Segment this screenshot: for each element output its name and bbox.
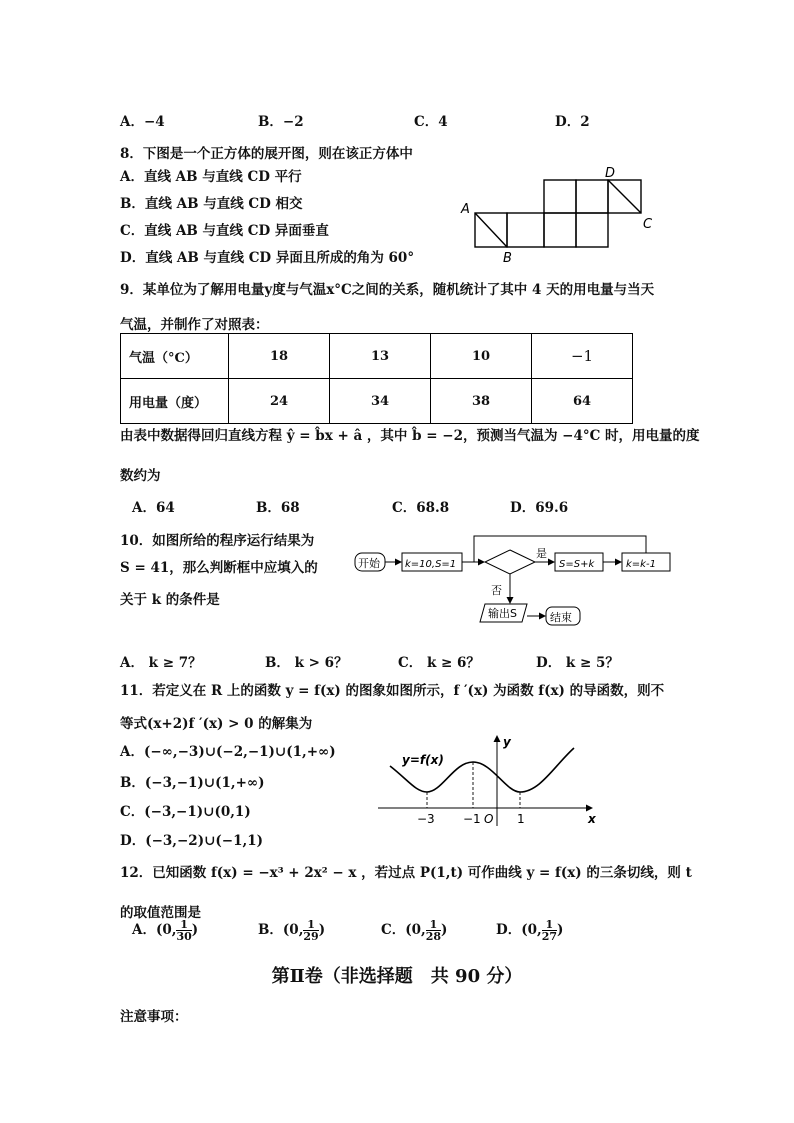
q9-option-b: B．68 xyxy=(256,500,300,516)
cube-net-diagram xyxy=(455,165,660,265)
start-label: 开始 xyxy=(358,557,380,570)
q10-option-b: B． k > 6？ xyxy=(265,655,348,671)
q10-option-a: A． k ≥ 7？ xyxy=(120,655,202,671)
table-cell: 24 xyxy=(229,379,330,424)
q11-option-b: B．(−3,−1)∪(1,+∞) xyxy=(120,775,265,791)
table-cell: 38 xyxy=(431,379,532,424)
table-cell: 10 xyxy=(431,334,532,379)
segment-ab xyxy=(475,213,507,247)
tick-label: −3 xyxy=(417,812,435,826)
table-cell: 13 xyxy=(330,334,431,379)
decision-node xyxy=(485,550,535,574)
q9-option-a: A．64 xyxy=(132,500,175,516)
q11-line2: 等式(x+2)f ′(x) > 0 的解集为 xyxy=(120,716,313,732)
q11-option-d: D．(−3,−2)∪(−1,1) xyxy=(120,833,263,849)
flowchart-diagram xyxy=(350,532,680,632)
q8-option-d: D．直线 AB 与直线 CD 异面且所成的角为 60° xyxy=(120,250,415,266)
update-s-label: S=S+k xyxy=(559,559,595,570)
q10-option-c: C． k ≥ 6？ xyxy=(398,655,480,671)
notice-heading: 注意事项： xyxy=(120,1009,188,1025)
q8-option-c: C．直线 AB 与直线 CD 异面垂直 xyxy=(120,223,329,239)
x-axis-label: x xyxy=(588,812,596,826)
table-row xyxy=(121,334,633,379)
output-label: 输出S xyxy=(488,607,517,620)
q12-option-b: B．(0, $\frac{1}{29}$ ) xyxy=(258,918,326,943)
q10-line2: S = 41，那么判断框中应填入的 xyxy=(120,560,318,576)
tick-label: −1 xyxy=(463,812,481,826)
no-label: 否 xyxy=(491,584,502,597)
q8-option-a: A．直线 AB 与直线 CD 平行 xyxy=(120,169,302,185)
segment-cd xyxy=(608,180,641,213)
q9-option-c: C．68.8 xyxy=(392,500,450,516)
label-a: A xyxy=(461,202,470,217)
q12-option-c: C．(0, $\frac{1}{28}$ ) xyxy=(381,918,448,943)
table-row xyxy=(121,379,633,424)
origin-label: O xyxy=(484,812,494,826)
table-cell: −1 xyxy=(532,334,633,379)
q12-line1: 12．已知函数 f(x) = −x³ + 2x² − x ，若过点 P(1,t) 可作曲线 y = f(x) 的三条切线，则 t xyxy=(120,865,692,881)
label-b: B xyxy=(503,251,512,265)
update-k-label: k=k-1 xyxy=(626,559,656,570)
q9-option-d: D．69.6 xyxy=(510,500,569,516)
q10-line3: 关于 k 的条件是 xyxy=(120,592,220,608)
q11-option-c: C．(−3,−1)∪(0,1) xyxy=(120,804,251,820)
q9-stem-line2: 气温，并制作了对照表： xyxy=(120,317,269,333)
function-graph xyxy=(370,730,602,830)
table-cell: 64 xyxy=(532,379,633,424)
q8-stem: 8．下图是一个正方体的展开图，则在该正方体中 xyxy=(120,146,413,162)
tick-label: 1 xyxy=(517,812,525,826)
q12-option-a: A．(0, $\frac{1}{30}$ ) xyxy=(132,918,199,943)
q7-option-c: C．4 xyxy=(414,114,448,130)
row1-header: 气温（°C） xyxy=(121,334,229,379)
table-cell: 34 xyxy=(330,379,431,424)
label-c: C xyxy=(643,217,653,232)
q11-line1: 11．若定义在 R 上的函数 y = f(x) 的图象如图所示，f ′(x) 为函数 f(x) 的导函数，则不 xyxy=(120,683,665,699)
q12-option-d: D．(0, $\frac{1}{27}$ ) xyxy=(496,918,564,943)
q11-option-a: A．(−∞,−3)∪(−2,−1)∪(1,+∞) xyxy=(120,744,336,760)
curve-label: y=f(x) xyxy=(402,753,444,767)
q9-data-table xyxy=(120,333,633,424)
q8-option-b: B．直线 AB 与直线 CD 相交 xyxy=(120,196,303,212)
q10-option-d: D． k ≥ 5？ xyxy=(536,655,619,671)
init-label: k=10,S=1 xyxy=(405,559,457,570)
q12-line2: 的取值范围是 xyxy=(120,905,201,921)
q9-line4: 数约为 xyxy=(120,468,161,484)
table-cell: 18 xyxy=(229,334,330,379)
q7-option-d: D．2 xyxy=(555,114,590,130)
section-title: 第Ⅱ卷（非选择题 共 90 分） xyxy=(271,966,523,987)
q7-option-a: A．−4 xyxy=(120,114,165,130)
row2-header: 用电量（度） xyxy=(121,379,229,424)
q7-option-b: B．−2 xyxy=(258,114,304,130)
q10-line1: 10．如图所给的程序运行结果为 xyxy=(120,533,315,549)
q9-stem-line1: 9．某单位为了解用电量y度与气温x°C之间的关系，随机统计了其中 4 天的用电量与当天 xyxy=(120,282,655,298)
yes-label: 是 xyxy=(536,547,547,560)
end-label: 结束 xyxy=(550,611,572,624)
q9-line3: 由表中数据得回归直线方程 ŷ = b̂x + â ，其中 b̂ = −2，预测当气温为 −4°C 时，用电量的度 xyxy=(120,428,700,444)
label-d: D xyxy=(605,166,616,181)
y-axis-label: y xyxy=(503,735,511,749)
